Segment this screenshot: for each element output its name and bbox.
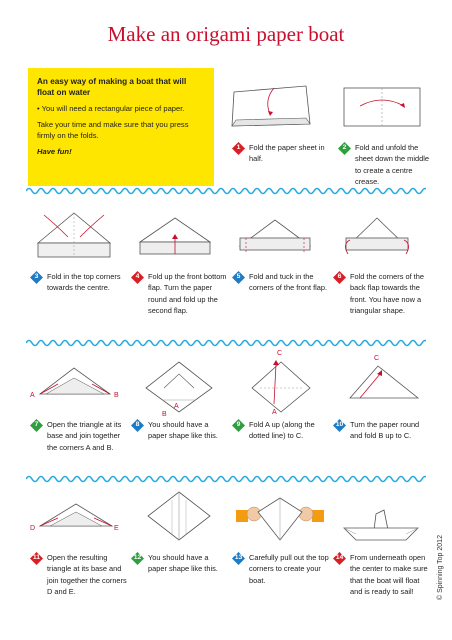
figure-step-4 [130, 210, 220, 262]
step-number-badge: 5 [232, 271, 245, 284]
step-14 [333, 552, 431, 598]
figure-step-2 [338, 78, 428, 132]
figure-step-3 [30, 205, 120, 267]
step-text: You should have a paper shape like this. [148, 420, 218, 441]
label-b: B [162, 411, 167, 416]
step-number-badge: 1 [232, 142, 245, 155]
intro-body: Take your time and make sure that you press firmly on the folds. [37, 120, 189, 140]
step-text: Turn the paper round and fold B up to C. [350, 420, 420, 441]
step-text: You should have a paper shape like this. [148, 553, 218, 574]
figure-step-5 [230, 210, 320, 262]
step-text: Fold and unfold the sheet down the middle to create a centre crease. [355, 143, 429, 187]
step-8 [131, 419, 229, 442]
step-13 [232, 552, 330, 586]
step-text: Fold up the front bottom flap. Turn the paper round and fold up the second flap. [148, 272, 227, 316]
step-text: Fold the corners of the back flap towards the front. You have now a triangular shape. [350, 272, 424, 316]
label-b: B [114, 392, 119, 399]
step-number-badge: 9 [232, 419, 245, 432]
wave-divider [26, 473, 426, 485]
step-text: Fold and tuck in the corners of the front flap. [249, 272, 328, 293]
right-hand-icon [299, 507, 313, 521]
right-sleeve [312, 510, 324, 522]
step-text: Carefully pull out the top corners to create your boat. [249, 553, 329, 585]
step-5 [232, 271, 330, 294]
step-9 [232, 419, 330, 442]
step-number-badge: 10 [333, 419, 346, 432]
label-a: A [272, 409, 277, 416]
intro-heading: An easy way of making a boat that will float on water [37, 77, 187, 98]
step-text: Open the resulting triangle at its base and join together the corners D and E. [47, 553, 127, 597]
step-number-badge: 3 [30, 271, 43, 284]
step-text: From underneath open the center to make sure that the boat will float and is ready to sail! [350, 553, 428, 597]
figure-step-1 [226, 78, 316, 132]
step-2 [338, 142, 436, 188]
figure-step-12 [134, 490, 224, 542]
figure-step-6 [332, 210, 422, 262]
step-number-badge: 8 [131, 419, 144, 432]
step-10 [333, 419, 431, 442]
label-c: C [374, 355, 380, 362]
step-text: Fold A up (along the dotted line) to C. [249, 420, 315, 441]
intro-bullet: • You will need a rectangular piece of paper. [37, 104, 185, 114]
intro-box [28, 68, 214, 186]
step-7 [30, 419, 128, 453]
step-12 [131, 552, 229, 575]
figure-step-14 [336, 506, 426, 546]
step-number-badge: 6 [333, 271, 346, 284]
figure-step-7 [28, 358, 124, 410]
figure-step-13 [232, 488, 328, 544]
step-number-badge: 2 [338, 142, 351, 155]
left-hand-icon [247, 507, 261, 521]
label-e: E [114, 525, 119, 532]
step-number-badge: 12 [131, 552, 144, 565]
step-text: Fold in the top corners towards the centre. [47, 272, 121, 293]
left-sleeve [236, 510, 248, 522]
wave-divider [26, 337, 426, 349]
step-text: Open the triangle at its base and join together the corners A and B. [47, 420, 122, 452]
label-a: A [30, 392, 35, 399]
label-c: C [277, 350, 283, 357]
step-number-badge: 13 [232, 552, 245, 565]
figure-step-11 [28, 494, 124, 540]
step-11 [30, 552, 128, 598]
step-text: Fold the paper sheet in half. [249, 143, 325, 164]
step-number-badge: 11 [30, 552, 43, 565]
figure-step-9 [236, 346, 326, 416]
step-number-badge: 7 [30, 419, 43, 432]
step-number-badge: 14 [333, 552, 346, 565]
step-3 [30, 271, 128, 294]
step-1 [232, 142, 330, 165]
page-title: Make an origami paper boat [107, 22, 345, 46]
figure-step-8 [134, 356, 224, 416]
label-d: D [30, 525, 36, 532]
copyright: © Spinning Top 2012 [437, 535, 444, 600]
step-4 [131, 271, 229, 317]
label-a: A [174, 403, 179, 410]
step-number-badge: 4 [131, 271, 144, 284]
intro-fun: Have fun! [37, 146, 72, 156]
figure-step-10 [340, 352, 430, 416]
step-6 [333, 271, 431, 317]
